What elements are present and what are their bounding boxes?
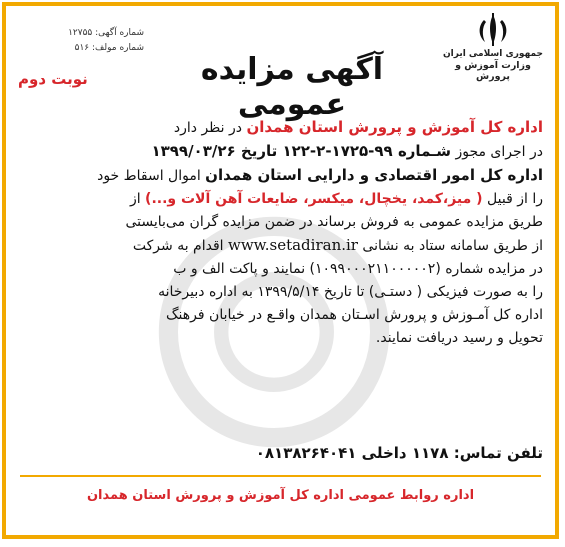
emblem-line-2: وزارت آموزش و پرورش — [455, 60, 531, 82]
items-list: ( میز،کمد، یخچال، میکسر، ضایعات آهن آلات و...) — [145, 191, 483, 207]
author-number: شماره مولف: ۵۱۶ — [74, 43, 144, 53]
round-label: نوبت دوم — [18, 70, 88, 88]
body-line — [18, 140, 543, 164]
organization-name: اداره کل آموزش و پرورش استان همدان — [246, 118, 543, 136]
emblem-block — [441, 12, 545, 82]
body-line: در مزایده شماره (۱۰۹۹۰۰۰۲۱۱۰۰۰۰۰۲) نمایند و پاکت الف و ب — [173, 261, 543, 277]
emblem-line-1: جمهوری اسلامی ایران — [442, 49, 544, 59]
body-text: در نظر دارد — [173, 120, 247, 136]
body-text: اموال اسقاط خود — [97, 168, 206, 184]
footer-divider — [20, 475, 541, 477]
iran-emblem-icon — [473, 12, 513, 48]
body-line: طریق مزایده عمومی به فروش برساند در ضمن مزایده گران می‌بایستی — [125, 214, 543, 230]
body-text: از — [129, 191, 146, 207]
notice-number: شماره آگهی: ۱۲۷۵۵ — [68, 28, 144, 38]
notice-meta — [14, 26, 144, 56]
body-text: را از قبیل — [482, 191, 543, 207]
setad-url-link[interactable]: www.setadiran.ir — [228, 236, 358, 254]
notice-body — [18, 116, 543, 350]
body-text: در اجرای مجوز — [451, 144, 543, 160]
body-line — [18, 188, 543, 211]
body-line: تحویل و رسید دریافت نمایند. — [375, 330, 543, 346]
body-line: اداره کل آمـوزش و پرورش اسـتان همدان واقـع در خیابان فرهنگ — [166, 307, 543, 323]
body-line: را به صورت فیزیکی ( دستـی) تا تاریخ ۱۳۹۹/۵/۱۴ به اداره دبیرخانه — [158, 284, 543, 300]
body-line — [18, 116, 543, 140]
notice-title: آگهی مزایده عمومی — [200, 52, 384, 122]
body-text: اقدام به شرکت — [132, 238, 228, 254]
body-line — [18, 234, 543, 258]
body-line — [18, 164, 543, 188]
contact-phone: تلفن تماس: ۱۱۷۸ داخلی ۰۸۱۳۸۲۶۴۰۴۱ — [255, 444, 543, 462]
notice-content — [14, 12, 547, 529]
footer-public-relations: اداره روابط عمومی اداره کل آموزش و پرورش استان همدان — [86, 488, 475, 503]
body-text: از طریق سامانه ستاد به نشانی — [357, 238, 543, 254]
finance-office: اداره کل امور اقتصادی و دارایی استان همدان — [205, 166, 543, 184]
permit-number: شـماره ۹۹-۱۷۲۵-۲-۱۲۲ تاریخ ۱۳۹۹/۰۳/۲۶ — [151, 142, 451, 160]
notice-frame — [2, 2, 559, 539]
